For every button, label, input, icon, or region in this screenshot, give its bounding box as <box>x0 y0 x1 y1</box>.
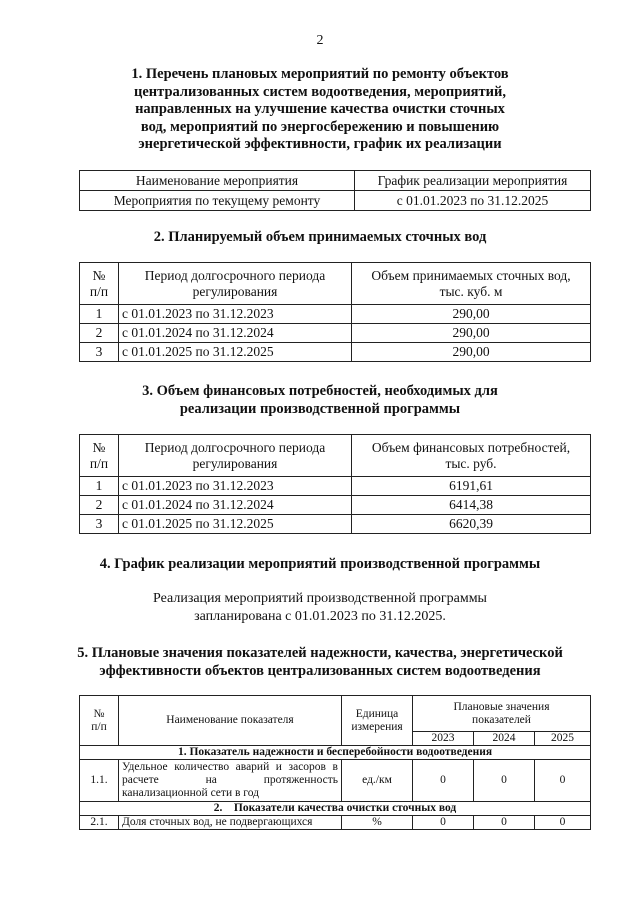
section1-title-line: 1. Перечень плановых мероприятий по ремонту объектов <box>131 66 509 82</box>
header-cell: Плановые значения показателей <box>413 696 591 732</box>
group-header: 1. Показатель надежности и бесперебойности водоотведения <box>80 746 591 760</box>
section3-title-line: реализации производственной программы <box>179 400 461 417</box>
year-cell: 2023 <box>413 732 474 746</box>
header-cell: Объем финансовых потребностей, тыс. руб. <box>352 435 591 477</box>
section1-title-line: вод, мероприятий по энергосбережению и повышению <box>140 118 500 135</box>
section1-table <box>79 170 591 211</box>
table-cell: 290,00 <box>352 343 591 362</box>
table-group-row <box>80 746 591 760</box>
table-cell: 2.1. <box>80 816 119 830</box>
section5-title <box>20 645 620 680</box>
table-cell: с 01.01.2023 по 31.12.2025 <box>355 191 591 211</box>
group-header: 2. Показатели качества очистки сточных вод <box>80 802 591 816</box>
table-cell: с 01.01.2024 по 31.12.2024 <box>119 324 352 343</box>
table-header-row <box>80 171 591 191</box>
table-cell: Доля сточных вод, не подвергающихся <box>119 816 342 830</box>
table-cell: 1 <box>80 477 119 496</box>
section4-text-line: запланирована с 01.01.2023 по 31.12.2025. <box>194 609 446 624</box>
header-cell: Наименование показателя <box>119 696 342 746</box>
table-row <box>80 515 591 534</box>
table-cell: 0 <box>474 760 535 802</box>
table-cell: 2 <box>80 496 119 515</box>
table-cell: 6191,61 <box>352 477 591 496</box>
header-cell: Период долгосрочного периода регулирования <box>119 435 352 477</box>
table-header-row <box>80 263 591 305</box>
header-cell: № п/п <box>80 696 119 746</box>
header-cell: № п/п <box>80 435 119 477</box>
table-cell: 3 <box>80 515 119 534</box>
table-cell: Удельное количество аварий и засоров в расчете на протяженность канализационной сети в год <box>119 760 342 802</box>
table-cell: Мероприятия по текущему ремонту <box>80 191 355 211</box>
table-header-row <box>80 696 591 732</box>
header-cell: Период долгосрочного периода регулирования <box>119 263 352 305</box>
section4-title: 4. График реализации мероприятий производственной программы <box>99 556 541 572</box>
table-row <box>80 496 591 515</box>
table-cell: с 01.01.2023 по 31.12.2023 <box>119 477 352 496</box>
table-cell: 6414,38 <box>352 496 591 515</box>
section3-title-line: 3. Объем финансовых потребностей, необходимых для <box>142 383 498 399</box>
header-cell: Единица измерения <box>342 696 413 746</box>
header-cell: № п/п <box>80 263 119 305</box>
table-cell: % <box>342 816 413 830</box>
table-cell: 0 <box>535 760 591 802</box>
table-cell: с 01.01.2025 по 31.12.2025 <box>119 515 352 534</box>
table-cell: 0 <box>474 816 535 830</box>
header-cell: Наименование мероприятия <box>80 171 355 191</box>
table-cell: 290,00 <box>352 305 591 324</box>
table-cell: 290,00 <box>352 324 591 343</box>
table-cell: 1.1. <box>80 760 119 802</box>
section3-table <box>79 434 591 534</box>
table-row <box>80 324 591 343</box>
year-cell: 2024 <box>474 732 535 746</box>
table-cell: 0 <box>535 816 591 830</box>
section5-title-line: эффективности объектов централизованных систем водоотведения <box>99 662 541 679</box>
section5-title-line: 5. Плановые значения показателей надежности, качества, энергетической <box>77 645 563 661</box>
section1-title-line: энергетической эффективности, график их реализации <box>138 136 502 152</box>
section2-title: 2. Планируемый объем принимаемых сточных вод <box>153 229 487 245</box>
table-group-row <box>80 802 591 816</box>
table-header-row <box>80 435 591 477</box>
section1-title <box>60 66 580 154</box>
table-cell: 2 <box>80 324 119 343</box>
section5-table <box>79 695 591 830</box>
page-number: 2 <box>316 33 324 48</box>
table-cell: 3 <box>80 343 119 362</box>
table-row <box>80 477 591 496</box>
table-row <box>80 343 591 362</box>
section3-title <box>40 383 600 418</box>
section1-title-line: направленных на улучшение качества очистки сточных <box>135 101 505 117</box>
table-cell: 1 <box>80 305 119 324</box>
section4-text-line: Реализация мероприятий производственной программы <box>153 591 487 606</box>
table-row <box>80 760 591 802</box>
table-cell: 6620,39 <box>352 515 591 534</box>
table-cell: ед./км <box>342 760 413 802</box>
section1-title-line: централизованных систем водоотведения, мероприятий, <box>134 83 506 100</box>
table-cell: с 01.01.2024 по 31.12.2024 <box>119 496 352 515</box>
header-cell: Объем принимаемых сточных вод, тыс. куб. м <box>352 263 591 305</box>
section2-table <box>79 262 591 362</box>
table-row <box>80 191 591 211</box>
year-cell: 2025 <box>535 732 591 746</box>
table-cell: с 01.01.2023 по 31.12.2023 <box>119 305 352 324</box>
table-cell: 0 <box>413 816 474 830</box>
header-cell: График реализации мероприятия <box>355 171 591 191</box>
section4-text <box>60 590 580 626</box>
table-row <box>80 816 591 830</box>
table-cell: с 01.01.2025 по 31.12.2025 <box>119 343 352 362</box>
table-row <box>80 305 591 324</box>
table-cell: 0 <box>413 760 474 802</box>
